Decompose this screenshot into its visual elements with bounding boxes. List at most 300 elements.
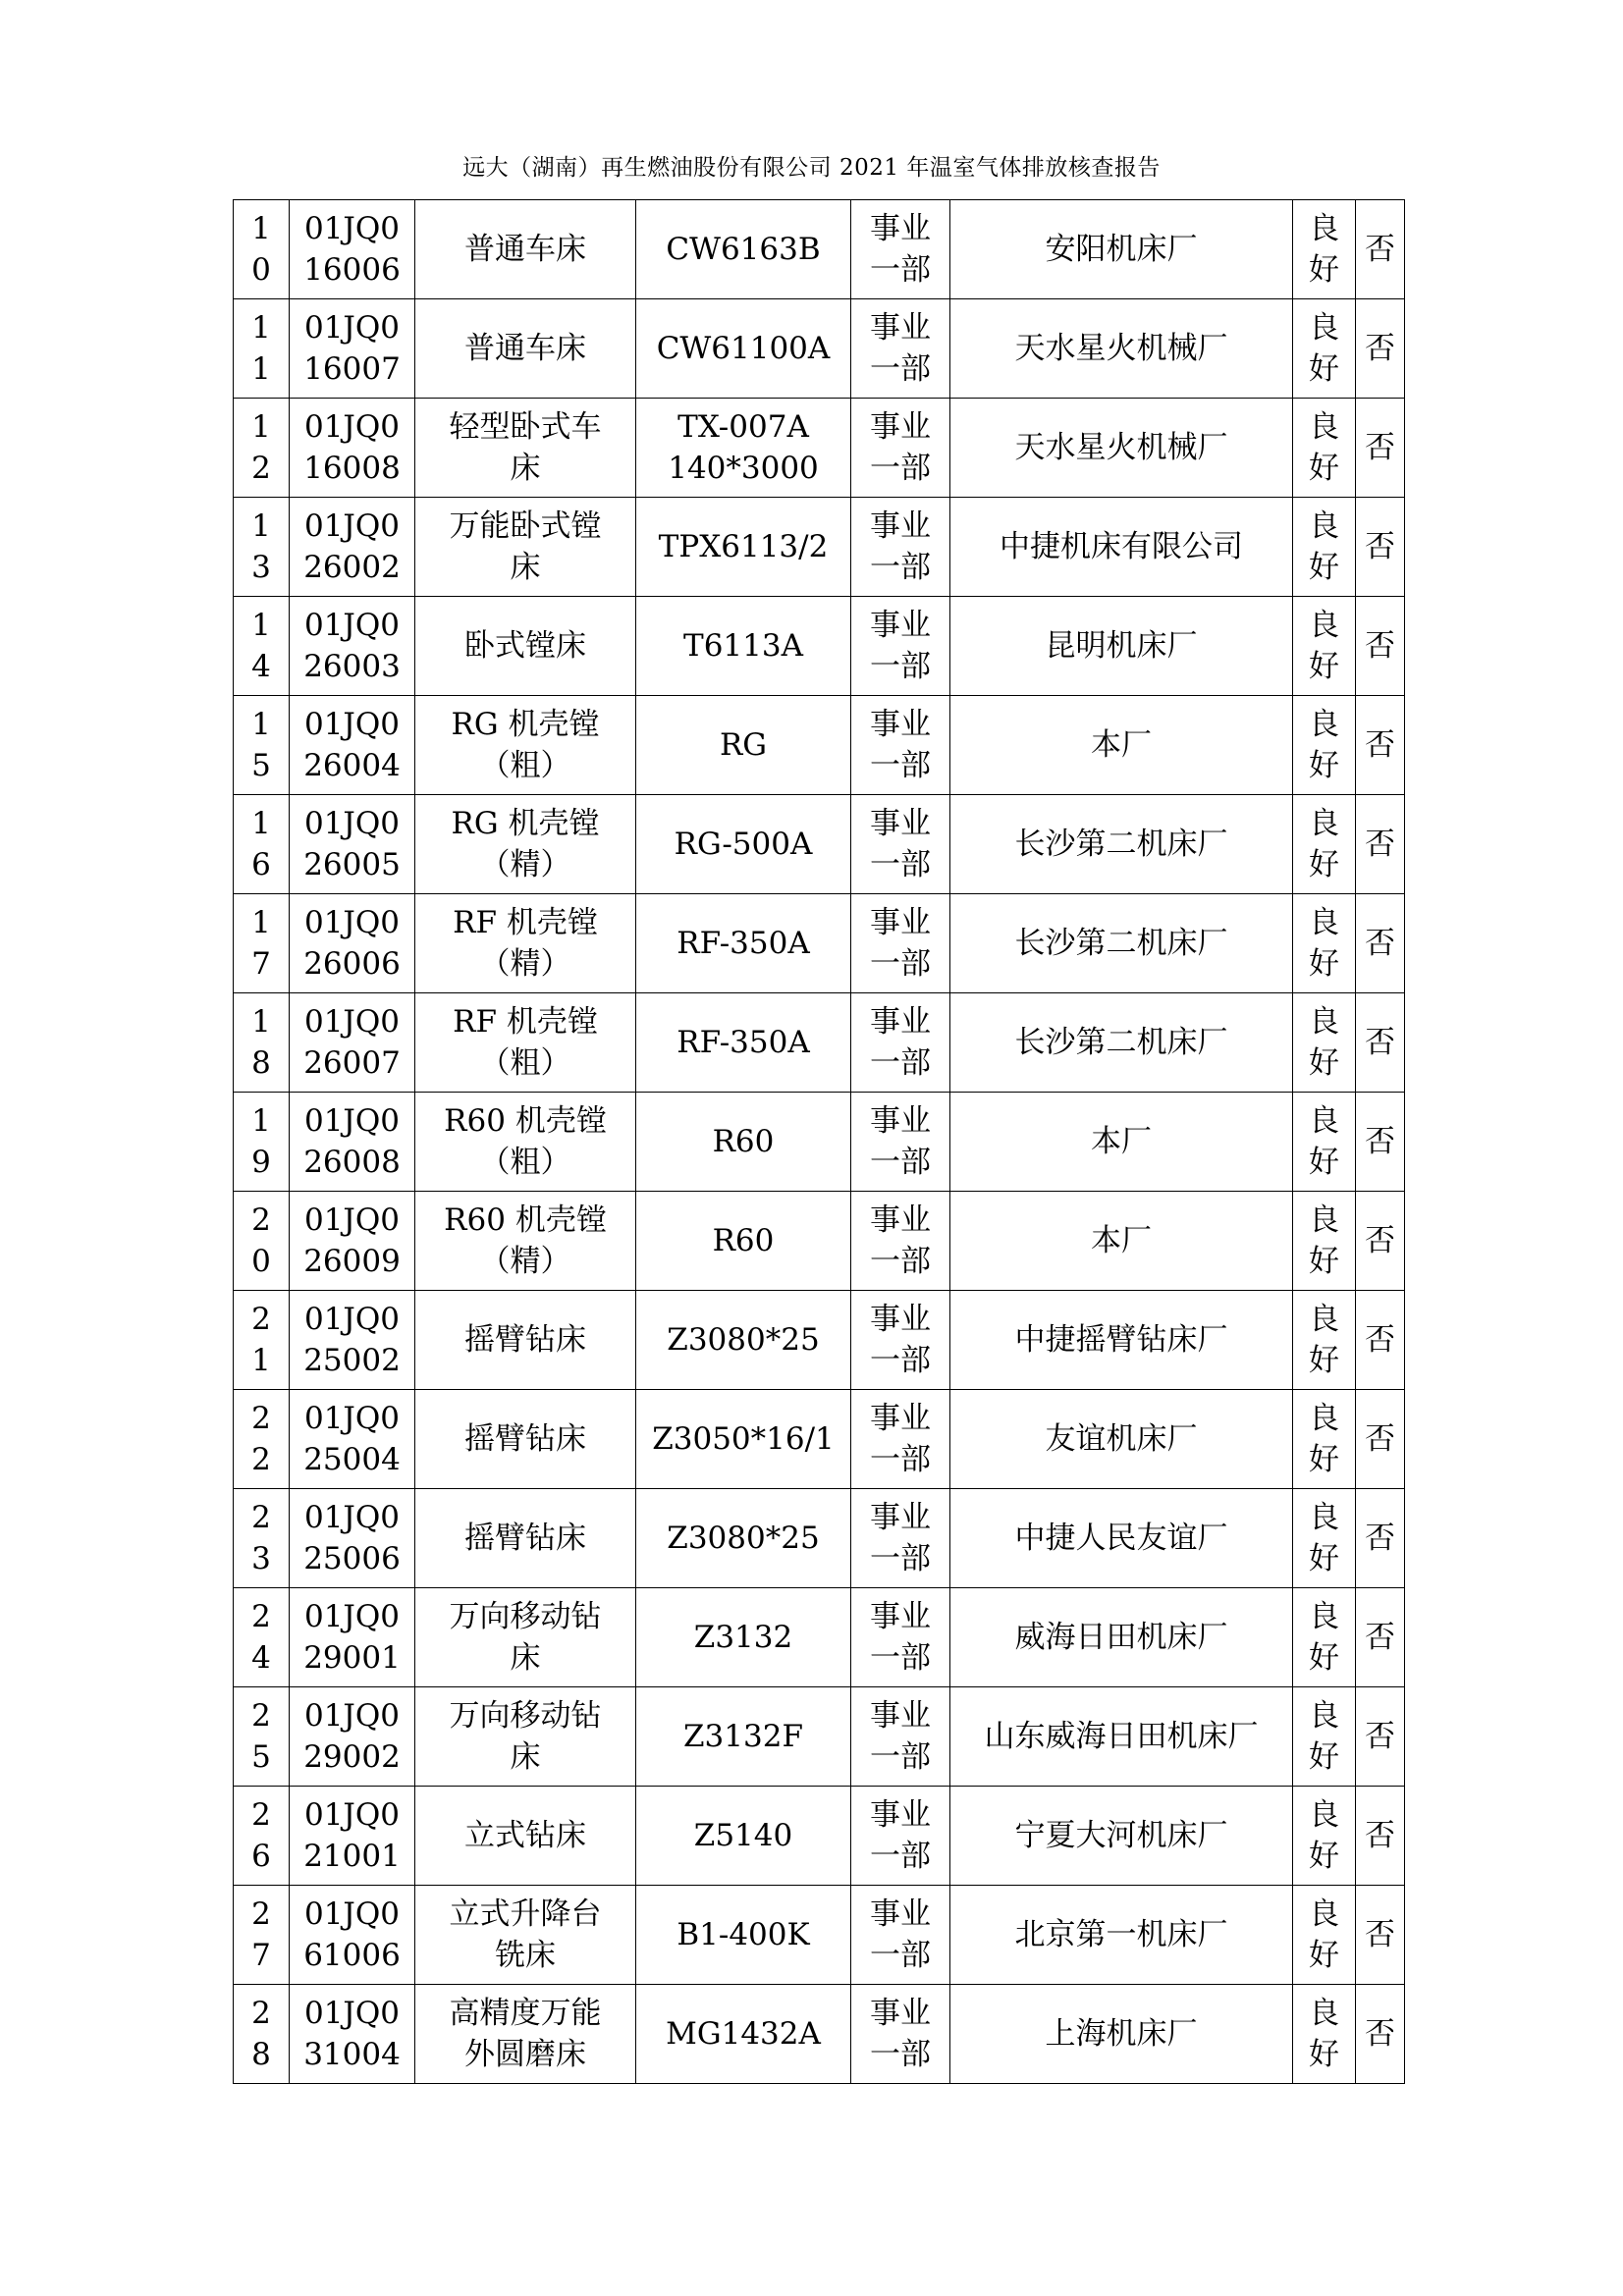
cell-manufacturer-text: 中捷人民友谊厂 [1014,1521,1228,1556]
cell-equipment-name-text: R60 机壳镗 （精） [444,1202,607,1279]
cell-asset-code [290,1985,415,2084]
table-row [234,399,1405,498]
cell-condition [1293,1687,1356,1787]
cell-manufacturer [950,1192,1293,1291]
cell-serial-number [234,299,290,399]
cell-condition [1293,1291,1356,1390]
cell-department [851,696,950,795]
cell-model [636,597,851,696]
cell-condition-text: 良 好 [1309,1004,1339,1081]
cell-flag-text: 否 [1365,827,1395,862]
cell-serial-number-text: 2 5 [251,1698,271,1775]
cell-department [851,200,950,299]
cell-condition [1293,795,1356,894]
cell-asset-code [290,993,415,1093]
cell-condition-text: 良 好 [1309,1401,1339,1477]
cell-flag-text: 否 [1365,628,1395,664]
cell-manufacturer [950,399,1293,498]
cell-manufacturer [950,696,1293,795]
cell-serial-number [234,1489,290,1588]
cell-manufacturer [950,894,1293,993]
table-row [234,498,1405,597]
cell-department-text: 事业 一部 [870,1500,931,1576]
cell-flag-text: 否 [1365,430,1395,465]
table-row [234,597,1405,696]
cell-asset-code [290,1886,415,1985]
cell-department-text: 事业 一部 [870,608,931,684]
cell-serial-number-text: 1 4 [251,608,271,684]
cell-equipment-name [415,498,636,597]
cell-department [851,1588,950,1687]
cell-manufacturer-text: 天水星火机械厂 [1014,430,1228,465]
cell-flag-text: 否 [1365,1521,1395,1556]
cell-asset-code [290,299,415,399]
cell-asset-code [290,1390,415,1489]
cell-condition-text: 良 好 [1309,707,1339,783]
cell-manufacturer-text: 天水星火机械厂 [1014,331,1228,366]
cell-flag [1356,795,1405,894]
cell-condition [1293,696,1356,795]
cell-condition [1293,399,1356,498]
cell-model [636,1192,851,1291]
cell-equipment-name [415,597,636,696]
cell-condition [1293,200,1356,299]
cell-department [851,1192,950,1291]
cell-condition-text: 良 好 [1309,508,1339,585]
cell-model [636,1687,851,1787]
cell-serial-number-text: 2 0 [251,1202,271,1279]
cell-equipment-name [415,1588,636,1687]
cell-flag-text: 否 [1365,1025,1395,1060]
cell-manufacturer-text: 北京第一机床厂 [1014,1917,1228,1952]
table-row [234,1291,1405,1390]
cell-model [636,1489,851,1588]
cell-serial-number-text: 1 5 [251,707,271,783]
cell-condition [1293,993,1356,1093]
cell-serial-number-text: 2 3 [251,1500,271,1576]
table-row [234,1687,1405,1787]
cell-model-text: RF-350A [676,1025,810,1060]
cell-equipment-name [415,399,636,498]
cell-flag [1356,498,1405,597]
cell-asset-code-text: 01JQ0 29001 [303,1599,401,1676]
cell-department [851,399,950,498]
cell-condition-text: 良 好 [1309,806,1339,882]
cell-equipment-name [415,696,636,795]
cell-equipment-name [415,1192,636,1291]
cell-asset-code [290,795,415,894]
cell-flag [1356,1985,1405,2084]
cell-equipment-name [415,1985,636,2084]
cell-department [851,1787,950,1886]
cell-condition [1293,299,1356,399]
cell-model-text: Z3132 [693,1620,793,1655]
cell-model [636,1886,851,1985]
cell-condition [1293,597,1356,696]
cell-equipment-name-text: 普通车床 [464,232,586,267]
cell-manufacturer [950,1886,1293,1985]
cell-manufacturer-text: 威海日田机床厂 [1014,1620,1228,1655]
table-row [234,696,1405,795]
cell-condition-text: 良 好 [1309,1302,1339,1378]
cell-manufacturer-text: 长沙第二机床厂 [1014,827,1228,862]
cell-model-text: Z3132F [683,1719,803,1754]
cell-asset-code-text: 01JQ0 26003 [303,608,401,684]
cell-equipment-name [415,299,636,399]
equipment-table [233,199,1405,2084]
cell-asset-code [290,1588,415,1687]
cell-asset-code [290,1787,415,1886]
cell-equipment-name-text: 高精度万能 外圆磨床 [449,1996,602,2072]
cell-manufacturer-text: 长沙第二机床厂 [1014,1025,1228,1060]
cell-asset-code-text: 01JQ0 26005 [303,806,401,882]
cell-manufacturer-text: 安阳机床厂 [1045,232,1198,267]
cell-condition-text: 良 好 [1309,1896,1339,1973]
cell-model-text: R60 [712,1124,775,1159]
cell-serial-number-text: 2 2 [251,1401,271,1477]
cell-manufacturer [950,1687,1293,1787]
cell-model [636,1291,851,1390]
cell-model [636,993,851,1093]
cell-department-text: 事业 一部 [870,409,931,486]
cell-asset-code-text: 01JQ0 31004 [303,1996,401,2072]
cell-flag-text: 否 [1365,1620,1395,1655]
cell-manufacturer [950,1489,1293,1588]
cell-condition-text: 良 好 [1309,608,1339,684]
cell-condition-text: 良 好 [1309,409,1339,486]
cell-asset-code [290,399,415,498]
cell-condition-text: 良 好 [1309,1797,1339,1874]
table-row [234,1886,1405,1985]
cell-flag [1356,1390,1405,1489]
cell-condition-text: 良 好 [1309,211,1339,288]
cell-department-text: 事业 一部 [870,1401,931,1477]
cell-serial-number-text: 2 6 [251,1797,271,1874]
cell-department [851,1390,950,1489]
cell-asset-code-text: 01JQ0 25006 [303,1500,401,1576]
cell-serial-number [234,1985,290,2084]
cell-serial-number-text: 1 2 [251,409,271,486]
cell-asset-code [290,1192,415,1291]
cell-model [636,1985,851,2084]
cell-asset-code [290,696,415,795]
cell-model [636,299,851,399]
cell-asset-code-text: 01JQ0 25004 [303,1401,401,1477]
cell-department-text: 事业 一部 [870,1599,931,1676]
cell-serial-number-text: 1 1 [251,310,271,387]
cell-equipment-name [415,200,636,299]
cell-equipment-name-text: RF 机壳镗 （粗） [453,1004,598,1081]
cell-serial-number [234,1192,290,1291]
cell-equipment-name [415,1093,636,1192]
cell-department-text: 事业 一部 [870,211,931,288]
cell-flag-text: 否 [1365,926,1395,961]
cell-condition [1293,1192,1356,1291]
cell-condition-text: 良 好 [1309,1202,1339,1279]
cell-model-text: R60 [712,1223,775,1258]
cell-serial-number [234,1291,290,1390]
cell-model-text: Z3080*25 [667,1322,820,1358]
cell-condition [1293,1390,1356,1489]
cell-condition [1293,894,1356,993]
cell-flag [1356,399,1405,498]
cell-equipment-name [415,1687,636,1787]
cell-manufacturer [950,200,1293,299]
cell-flag-text: 否 [1365,2016,1395,2052]
cell-flag [1356,1192,1405,1291]
cell-flag [1356,1291,1405,1390]
cell-flag [1356,299,1405,399]
cell-manufacturer-text: 本厂 [1091,1223,1152,1258]
cell-asset-code [290,1093,415,1192]
cell-model-text: Z3080*25 [667,1521,820,1556]
cell-asset-code-text: 01JQ0 25002 [303,1302,401,1378]
cell-equipment-name [415,1390,636,1489]
cell-asset-code-text: 01JQ0 26002 [303,508,401,585]
table-row [234,993,1405,1093]
cell-model-text: TPX6113/2 [658,529,829,564]
cell-equipment-name-text: 立式钻床 [464,1818,586,1853]
cell-asset-code-text: 01JQ0 16008 [303,409,401,486]
cell-equipment-name-text: 立式升降台 铣床 [449,1896,602,1973]
cell-serial-number-text: 1 6 [251,806,271,882]
table-row [234,1489,1405,1588]
cell-equipment-name-text: 摇臂钻床 [464,1521,586,1556]
cell-serial-number [234,894,290,993]
cell-manufacturer [950,795,1293,894]
cell-manufacturer-text: 昆明机床厂 [1045,628,1198,664]
cell-manufacturer [950,1787,1293,1886]
cell-equipment-name [415,1787,636,1886]
cell-equipment-name-text: RG 机壳镗 （粗） [451,707,600,783]
cell-serial-number [234,498,290,597]
cell-serial-number-text: 1 8 [251,1004,271,1081]
cell-serial-number [234,993,290,1093]
cell-department-text: 事业 一部 [870,905,931,982]
table-row [234,299,1405,399]
cell-department-text: 事业 一部 [870,1202,931,1279]
cell-manufacturer-text: 本厂 [1091,727,1152,763]
cell-department-text: 事业 一部 [870,1103,931,1180]
cell-condition-text: 良 好 [1309,1500,1339,1576]
cell-department [851,597,950,696]
cell-model [636,399,851,498]
cell-asset-code-text: 01JQ0 61006 [303,1896,401,1973]
cell-serial-number-text: 2 1 [251,1302,271,1378]
cell-manufacturer-text: 中捷机床有限公司 [1000,529,1243,564]
cell-department-text: 事业 一部 [870,1996,931,2072]
cell-manufacturer [950,498,1293,597]
cell-asset-code [290,498,415,597]
cell-flag [1356,1093,1405,1192]
cell-manufacturer [950,993,1293,1093]
cell-condition [1293,1886,1356,1985]
cell-equipment-name-text: RG 机壳镗 （精） [451,806,600,882]
cell-serial-number-text: 2 4 [251,1599,271,1676]
cell-serial-number-text: 1 0 [251,211,271,288]
cell-model-text: T6113A [683,628,803,664]
cell-equipment-name [415,1489,636,1588]
cell-flag-text: 否 [1365,331,1395,366]
equipment-table-body [234,200,1405,2084]
table-row [234,1390,1405,1489]
cell-asset-code [290,1687,415,1787]
cell-department-text: 事业 一部 [870,707,931,783]
cell-department [851,795,950,894]
cell-model-text: RG [719,727,768,763]
cell-model-text: MG1432A [666,2016,821,2052]
cell-department-text: 事业 一部 [870,1797,931,1874]
cell-equipment-name-text: 万向移动钻 床 [449,1599,602,1676]
cell-department [851,1985,950,2084]
cell-serial-number [234,1886,290,1985]
cell-department [851,1687,950,1787]
cell-manufacturer [950,1291,1293,1390]
cell-flag-text: 否 [1365,1124,1395,1159]
cell-condition-text: 良 好 [1309,1996,1339,2072]
cell-manufacturer-text: 友谊机床厂 [1045,1421,1198,1457]
cell-equipment-name [415,795,636,894]
cell-condition [1293,1985,1356,2084]
cell-equipment-name [415,1886,636,1985]
cell-manufacturer [950,299,1293,399]
cell-serial-number-text: 2 8 [251,1996,271,2072]
cell-department [851,1291,950,1390]
cell-department-text: 事业 一部 [870,310,931,387]
cell-equipment-name-text: 万能卧式镗 床 [449,508,602,585]
cell-department-text: 事业 一部 [870,1698,931,1775]
cell-serial-number [234,696,290,795]
cell-model-text: RF-350A [676,926,810,961]
cell-serial-number [234,1687,290,1787]
cell-asset-code-text: 01JQ0 26008 [303,1103,401,1180]
cell-department-text: 事业 一部 [870,1896,931,1973]
cell-condition-text: 良 好 [1309,1698,1339,1775]
cell-equipment-name-text: R60 机壳镗 （粗） [444,1103,607,1180]
cell-condition [1293,1093,1356,1192]
cell-asset-code-text: 01JQ0 26004 [303,707,401,783]
cell-flag [1356,1787,1405,1886]
cell-condition [1293,1787,1356,1886]
cell-serial-number [234,1390,290,1489]
cell-serial-number-text: 1 7 [251,905,271,982]
cell-asset-code-text: 01JQ0 16006 [303,211,401,288]
cell-serial-number [234,1588,290,1687]
cell-model-text: TX-007A 140*3000 [668,409,819,486]
table-row [234,795,1405,894]
table-row [234,1787,1405,1886]
cell-serial-number-text: 1 3 [251,508,271,585]
cell-asset-code [290,1489,415,1588]
cell-flag [1356,1687,1405,1787]
cell-department [851,299,950,399]
cell-department [851,894,950,993]
cell-department-text: 事业 一部 [870,1302,931,1378]
cell-equipment-name-text: 普通车床 [464,331,586,366]
cell-model [636,1390,851,1489]
cell-model [636,1787,851,1886]
cell-flag [1356,1489,1405,1588]
cell-model [636,498,851,597]
cell-serial-number-text: 1 9 [251,1103,271,1180]
cell-flag-text: 否 [1365,1719,1395,1754]
cell-manufacturer [950,1588,1293,1687]
cell-flag-text: 否 [1365,529,1395,564]
cell-model-text: Z3050*16/1 [652,1421,835,1457]
cell-asset-code-text: 01JQ0 26009 [303,1202,401,1279]
cell-flag [1356,696,1405,795]
cell-flag [1356,200,1405,299]
cell-flag-text: 否 [1365,1917,1395,1952]
cell-flag [1356,597,1405,696]
cell-manufacturer [950,1093,1293,1192]
cell-condition-text: 良 好 [1309,905,1339,982]
cell-asset-code [290,200,415,299]
cell-model [636,795,851,894]
cell-department-text: 事业 一部 [870,806,931,882]
table-row [234,1192,1405,1291]
cell-model-text: CW61100A [656,331,831,366]
cell-manufacturer [950,1390,1293,1489]
cell-equipment-name [415,993,636,1093]
cell-equipment-name-text: 万向移动钻 床 [449,1698,602,1775]
cell-department [851,1886,950,1985]
cell-department [851,1489,950,1588]
cell-flag-text: 否 [1365,232,1395,267]
cell-equipment-name-text: 摇臂钻床 [464,1421,586,1457]
cell-model [636,200,851,299]
cell-equipment-name-text: 轻型卧式车 床 [449,409,602,486]
cell-flag-text: 否 [1365,1322,1395,1358]
cell-department [851,993,950,1093]
cell-flag-text: 否 [1365,1421,1395,1457]
cell-flag-text: 否 [1365,1223,1395,1258]
cell-serial-number [234,795,290,894]
cell-equipment-name [415,894,636,993]
cell-flag-text: 否 [1365,727,1395,763]
cell-manufacturer-text: 山东威海日田机床厂 [984,1719,1259,1754]
cell-department [851,1093,950,1192]
cell-model [636,696,851,795]
cell-manufacturer-text: 本厂 [1091,1124,1152,1159]
cell-model [636,1093,851,1192]
cell-department-text: 事业 一部 [870,1004,931,1081]
cell-asset-code [290,597,415,696]
cell-flag [1356,894,1405,993]
table-row [234,1588,1405,1687]
cell-condition [1293,1489,1356,1588]
page-header: 远大（湖南）再生燃油股份有限公司 2021 年温室气体排放核查报告 [462,155,1161,181]
cell-serial-number [234,1787,290,1886]
cell-manufacturer [950,1985,1293,2084]
cell-condition-text: 良 好 [1309,1103,1339,1180]
cell-model-text: RG-500A [674,827,813,862]
cell-model-text: CW6163B [666,232,821,267]
table-row [234,894,1405,993]
table-row [234,1093,1405,1192]
table-row [234,1985,1405,2084]
cell-equipment-name-text: 摇臂钻床 [464,1322,586,1358]
cell-asset-code-text: 01JQ0 21001 [303,1797,401,1874]
cell-flag [1356,1588,1405,1687]
cell-condition-text: 良 好 [1309,310,1339,387]
cell-department [851,498,950,597]
cell-condition-text: 良 好 [1309,1599,1339,1676]
cell-asset-code [290,1291,415,1390]
cell-manufacturer-text: 长沙第二机床厂 [1014,926,1228,961]
cell-model-text: Z5140 [693,1818,793,1853]
cell-asset-code-text: 01JQ0 26006 [303,905,401,982]
